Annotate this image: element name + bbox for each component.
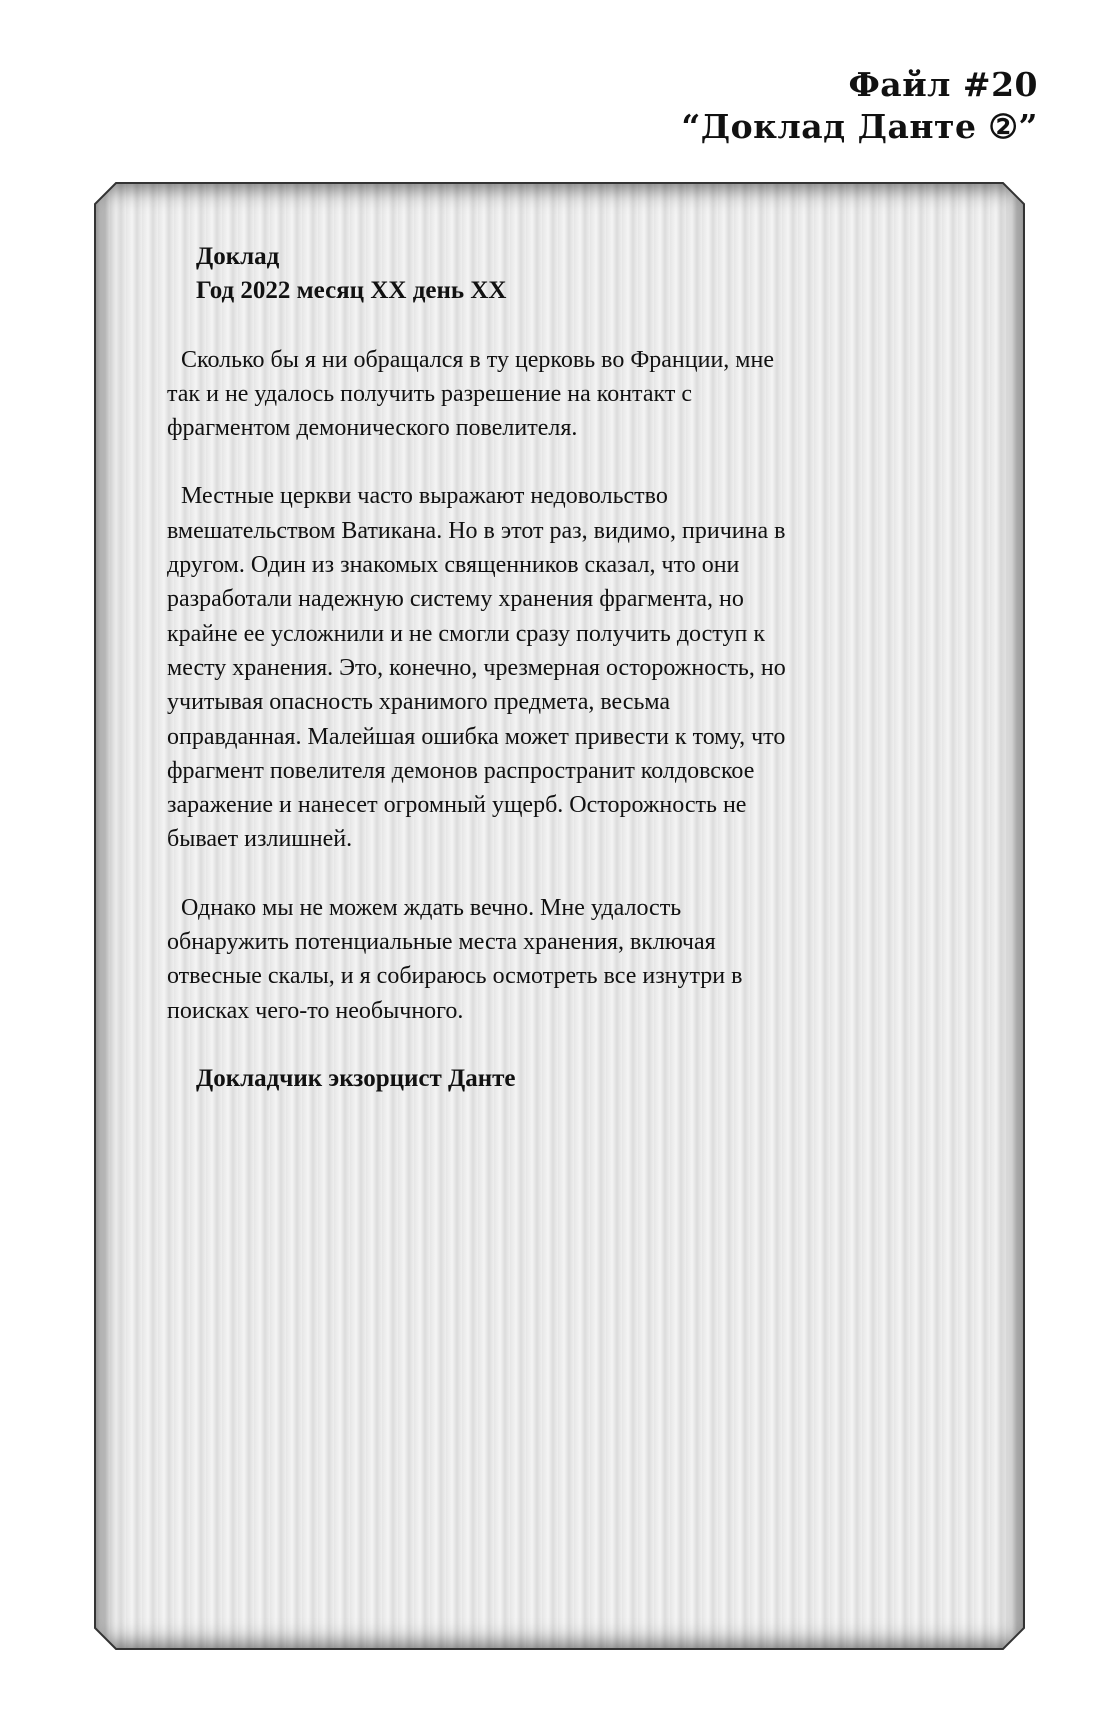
report-signature: Докладчик экзорцист Данте	[196, 1064, 516, 1092]
report-paragraph	[167, 343, 997, 446]
paragraph-line: фрагмент повелителя демонов распространит колдовское	[167, 757, 755, 784]
paragraph-line: Однако мы не можем ждать вечно. Мне удалость	[181, 894, 682, 921]
paragraph-line: учитывая опасность хранимого предмета, весьма	[167, 689, 671, 716]
paragraph-line: Местные церкви часто выражают недовольство	[181, 483, 668, 510]
file-header	[681, 64, 1038, 148]
paragraph-line: фрагментом демонического повелителя.	[167, 415, 578, 442]
paragraph-line: так и не удалось получить разрешение на контакт с	[167, 380, 692, 407]
paragraph-line: другом. Один из знакомых священников сказал, что они	[167, 552, 740, 579]
paragraph-line: вмешательством Ватикана. Но в этот раз, видимо, причина в	[167, 517, 786, 544]
report-content	[167, 240, 997, 1096]
paragraph-line: отвесные скалы, и я собираюсь осмотреть все изнутри в	[167, 963, 743, 990]
report-heading: Доклад	[196, 243, 280, 270]
paragraph-line: бывает излишней.	[167, 826, 353, 853]
report-paragraph	[167, 479, 997, 856]
paragraph-line: разработали надежную систему хранения фрагмента, но	[167, 586, 744, 613]
report-date: Год 2022 месяц XX день XX	[196, 277, 507, 305]
file-title: “Доклад Данте ②”	[681, 107, 1038, 146]
paragraph-line: месту хранения. Это, конечно, чрезмерная осторожность, но	[167, 654, 786, 681]
paragraph-line: оправданная. Малейшая ошибка может привести к тому, что	[167, 723, 786, 750]
report-paragraph	[167, 891, 997, 1028]
paragraph-line: поисках чего-то необычного.	[167, 997, 464, 1024]
file-number: Файл #20	[848, 65, 1038, 104]
paragraph-line: крайне ее усложнили и не смогли сразу получить доступ к	[167, 620, 765, 647]
paragraph-line: заражение и нанесет огромный ущерб. Осторожность не	[167, 792, 747, 819]
paragraph-line: Сколько бы я ни обращался в ту церковь во Франции, мне	[181, 346, 774, 373]
paragraph-line: обнаружить потенциальные места хранения, включая	[167, 929, 716, 956]
